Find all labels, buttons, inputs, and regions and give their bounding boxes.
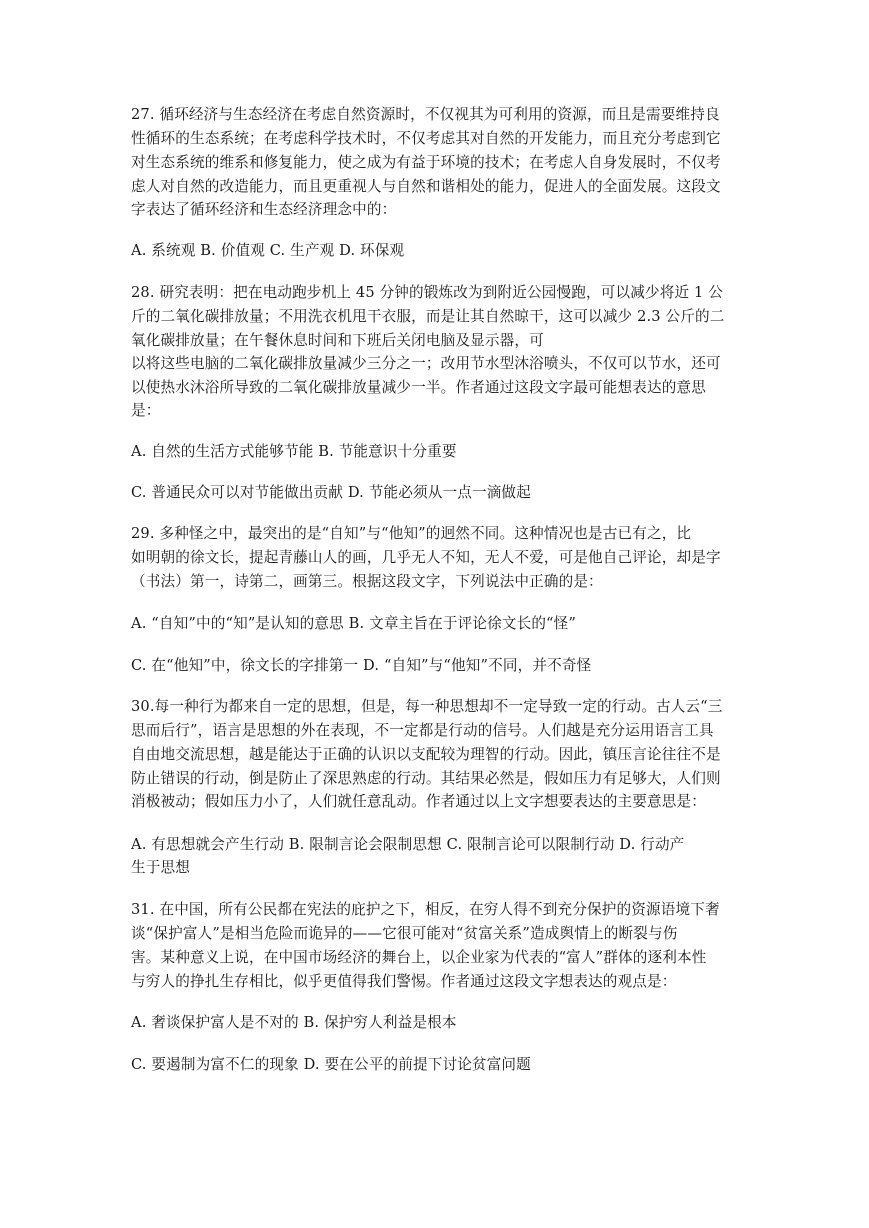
question-30-stem-line-4: 防止错误的行动，倒是防止了深思熟虑的行动。其结果必然是，假如压力有足够大，人们则 [131,770,721,787]
question-29-stem-line-2: 如明朝的徐文长，提起青藤山人的画，几乎无人不知，无人不爱，可是他自己评论，却是字 [131,549,721,566]
question-28-stem-line-4: 以将这些电脑的二氧化碳排放量减少三分之一；改用节水型沐浴喷头，不仅可以节水，还可 [131,355,721,372]
question-30-stem-line-3: 自由地交流思想，越是能达于正确的认识以支配较为理智的行动。因此，镇压言论往往不是 [131,746,721,763]
question-27-stem-line-3: 对生态系统的维系和修复能力，使之成为有益于环境的技术；在考虑人自身发展时，不仅考 [131,154,721,171]
question-27-stem-line-2: 性循环的生态系统；在考虑科学技术时，不仅考虑其对自然的开发能力，而且充分考虑到它 [131,130,721,147]
question-27-stem-line-4: 虑人对自然的改造能力，而且更重视人与自然和谐相处的能力，促进人的全面发展。这段文 [131,178,721,195]
question-31-stem-line-4: 与穷人的挣扎生存相比，似乎更值得我们警惕。作者通过这段文字想表达的观点是： [131,973,677,990]
question-31-stem-line-1: 31. 在中国，所有公民都在宪法的庇护之下，相反，在穷人得不到充分保护的资源语境下奢 [131,901,720,918]
question-29-options-line-2: C. 在“他知”中，徐文长的字排第一 D. “自知”与“他知”不同，并不奇怪 [131,657,592,674]
question-30-stem-line-2: 思而后行”，语言是思想的外在表现，不一定都是行动的信号。人们越是充分运用语言工具 [131,722,714,739]
question-30-stem-line-5: 消极被动；假如压力小了，人们就任意乱动。作者通过以上文字想要表达的主要意思是： [131,793,707,810]
question-30-stem-line-1: 30.每一种行为都来自一定的思想，但是，每一种思想却不一定导致一定的行动。古人云“三 [131,698,723,715]
question-27-options-line-1: A. 系统观 B. 价值观 C. 生产观 D. 环保观 [131,242,405,259]
question-27-stem-line-5: 字表达了循环经济和生态经济理念中的： [131,201,397,218]
question-28-stem-line-3: 氧化碳排放量；在午餐休息时间和下班后关闭电脑及显示器，可 [131,332,544,349]
question-28-stem-line-5: 以使热水沐浴所导致的二氧化碳排放量减少一半。作者通过这段文字最可能想表达的意思 [131,379,707,396]
question-31-options-line-2: C. 要遏制为富不仁的现象 D. 要在公平的前提下讨论贫富问题 [131,1056,531,1073]
question-31-stem-line-2: 谈“保护富人”是相当危险而诡异的——它很可能对“贫富关系”造成舆情上的断裂与伤 [131,925,678,942]
question-31-options-line-1: A. 奢谈保护富人是不对的 B. 保护穷人利益是根本 [131,1014,457,1031]
question-30-options-line-2: 生于思想 [131,859,190,876]
question-28-stem-line-1: 28. 研究表明：把在电动跑步机上 45 分钟的锻炼改为到附近公园慢跑，可以减少将近 1 公 [131,284,723,301]
question-29-options-line-1: A. “自知”中的“知”是认知的意思 B. 文章主旨在于评论徐文长的“怪” [131,615,577,632]
question-28-options-line-2: C. 普通民众可以对节能做出贡献 D. 节能必须从一点一滴做起 [131,484,531,501]
question-29-stem-line-3: （书法）第一，诗第二，画第三。根据这段文字，下列说法中正确的是： [131,573,603,590]
question-27-stem-line-1: 27. 循环经济与生态经济在考虑自然资源时，不仅视其为可利用的资源，而且是需要维持良 [131,106,720,123]
question-28-options-line-1: A. 自然的生活方式能够节能 B. 节能意识十分重要 [131,443,457,460]
question-28-stem-line-6: 是： [131,402,161,419]
question-31-stem-line-3: 害。某种意义上说，在中国市场经济的舞台上，以企业家为代表的“富人”群体的逐利本性 [131,949,707,966]
question-28-stem-line-2: 斤的二氧化碳排放量；不用洗衣机甩干衣服，而是让其自然晾干，这可以减少 2.3 公斤的二 [131,308,725,325]
question-30-options-line-1: A. 有思想就会产生行动 B. 限制言论会限制思想 C. 限制言论可以限制行动 D. 行动产 [131,836,685,853]
question-29-stem-line-1: 29. 多种怪之中，最突出的是“自知”与“他知”的迥然不同。这种情况也是古已有之，比 [131,525,692,542]
